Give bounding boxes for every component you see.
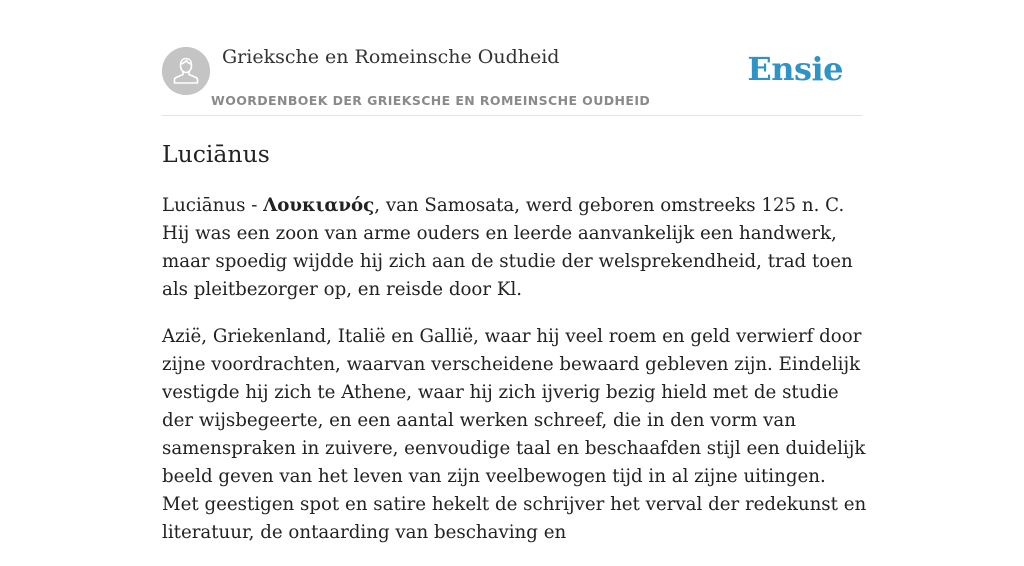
source-subtitle: WOORDENBOEK DER GRIEKSCHE EN ROMEINSCHE OUDHEID: [211, 93, 651, 108]
entry-paragraph-2: Azië, Griekenland, Italië en Gallië, waar hij veel roem en geld verwierf door zijne voordrachten, waarvan verscheidene bewaard gebleven zijn. Eindelijk vestigde hij zich te Athene, waar hij zich ijverig bezig hield met de studie der wijsbegeerte, en een aantal werken schreef, die in den vorm van samenspraken in zuivere, eenvoudige taal en beschaafden stijl een duidelijk beeld geven van het leven van zijn veelbewogen tijd in al zijne uitingen. Met geestigen spot en satire hekelt de schrijver het verval der redekunst en literatuur, de ontaarding van beschaving en: [162, 326, 867, 543]
page: [162, 0, 867, 543]
headword-separator: -: [245, 195, 264, 216]
source-header: [162, 0, 862, 116]
entry-body: [162, 192, 868, 566]
entry-headword: Luciānus: [162, 195, 246, 216]
entry-title: Luciānus: [162, 140, 270, 168]
source-title[interactable]: Grieksche en Romeinsche Oudheid: [222, 46, 560, 68]
ensie-logo[interactable]: Ensie: [747, 50, 843, 88]
user-avatar-icon[interactable]: [162, 47, 210, 95]
entry-paragraph-1: [162, 192, 868, 304]
greek-name: Λουκιανός: [263, 195, 375, 216]
paragraph-1-text: , van Samosata, werd geboren omstreeks 125 n. C. Hij was een zoon van arme ouders en leerde aanvankelijk een handwerk, maar spoedig wijdde hij zich aan de studie der welsprekendheid, trad toen als pleitbezorger op, en reisde door Kl.: [162, 195, 853, 300]
